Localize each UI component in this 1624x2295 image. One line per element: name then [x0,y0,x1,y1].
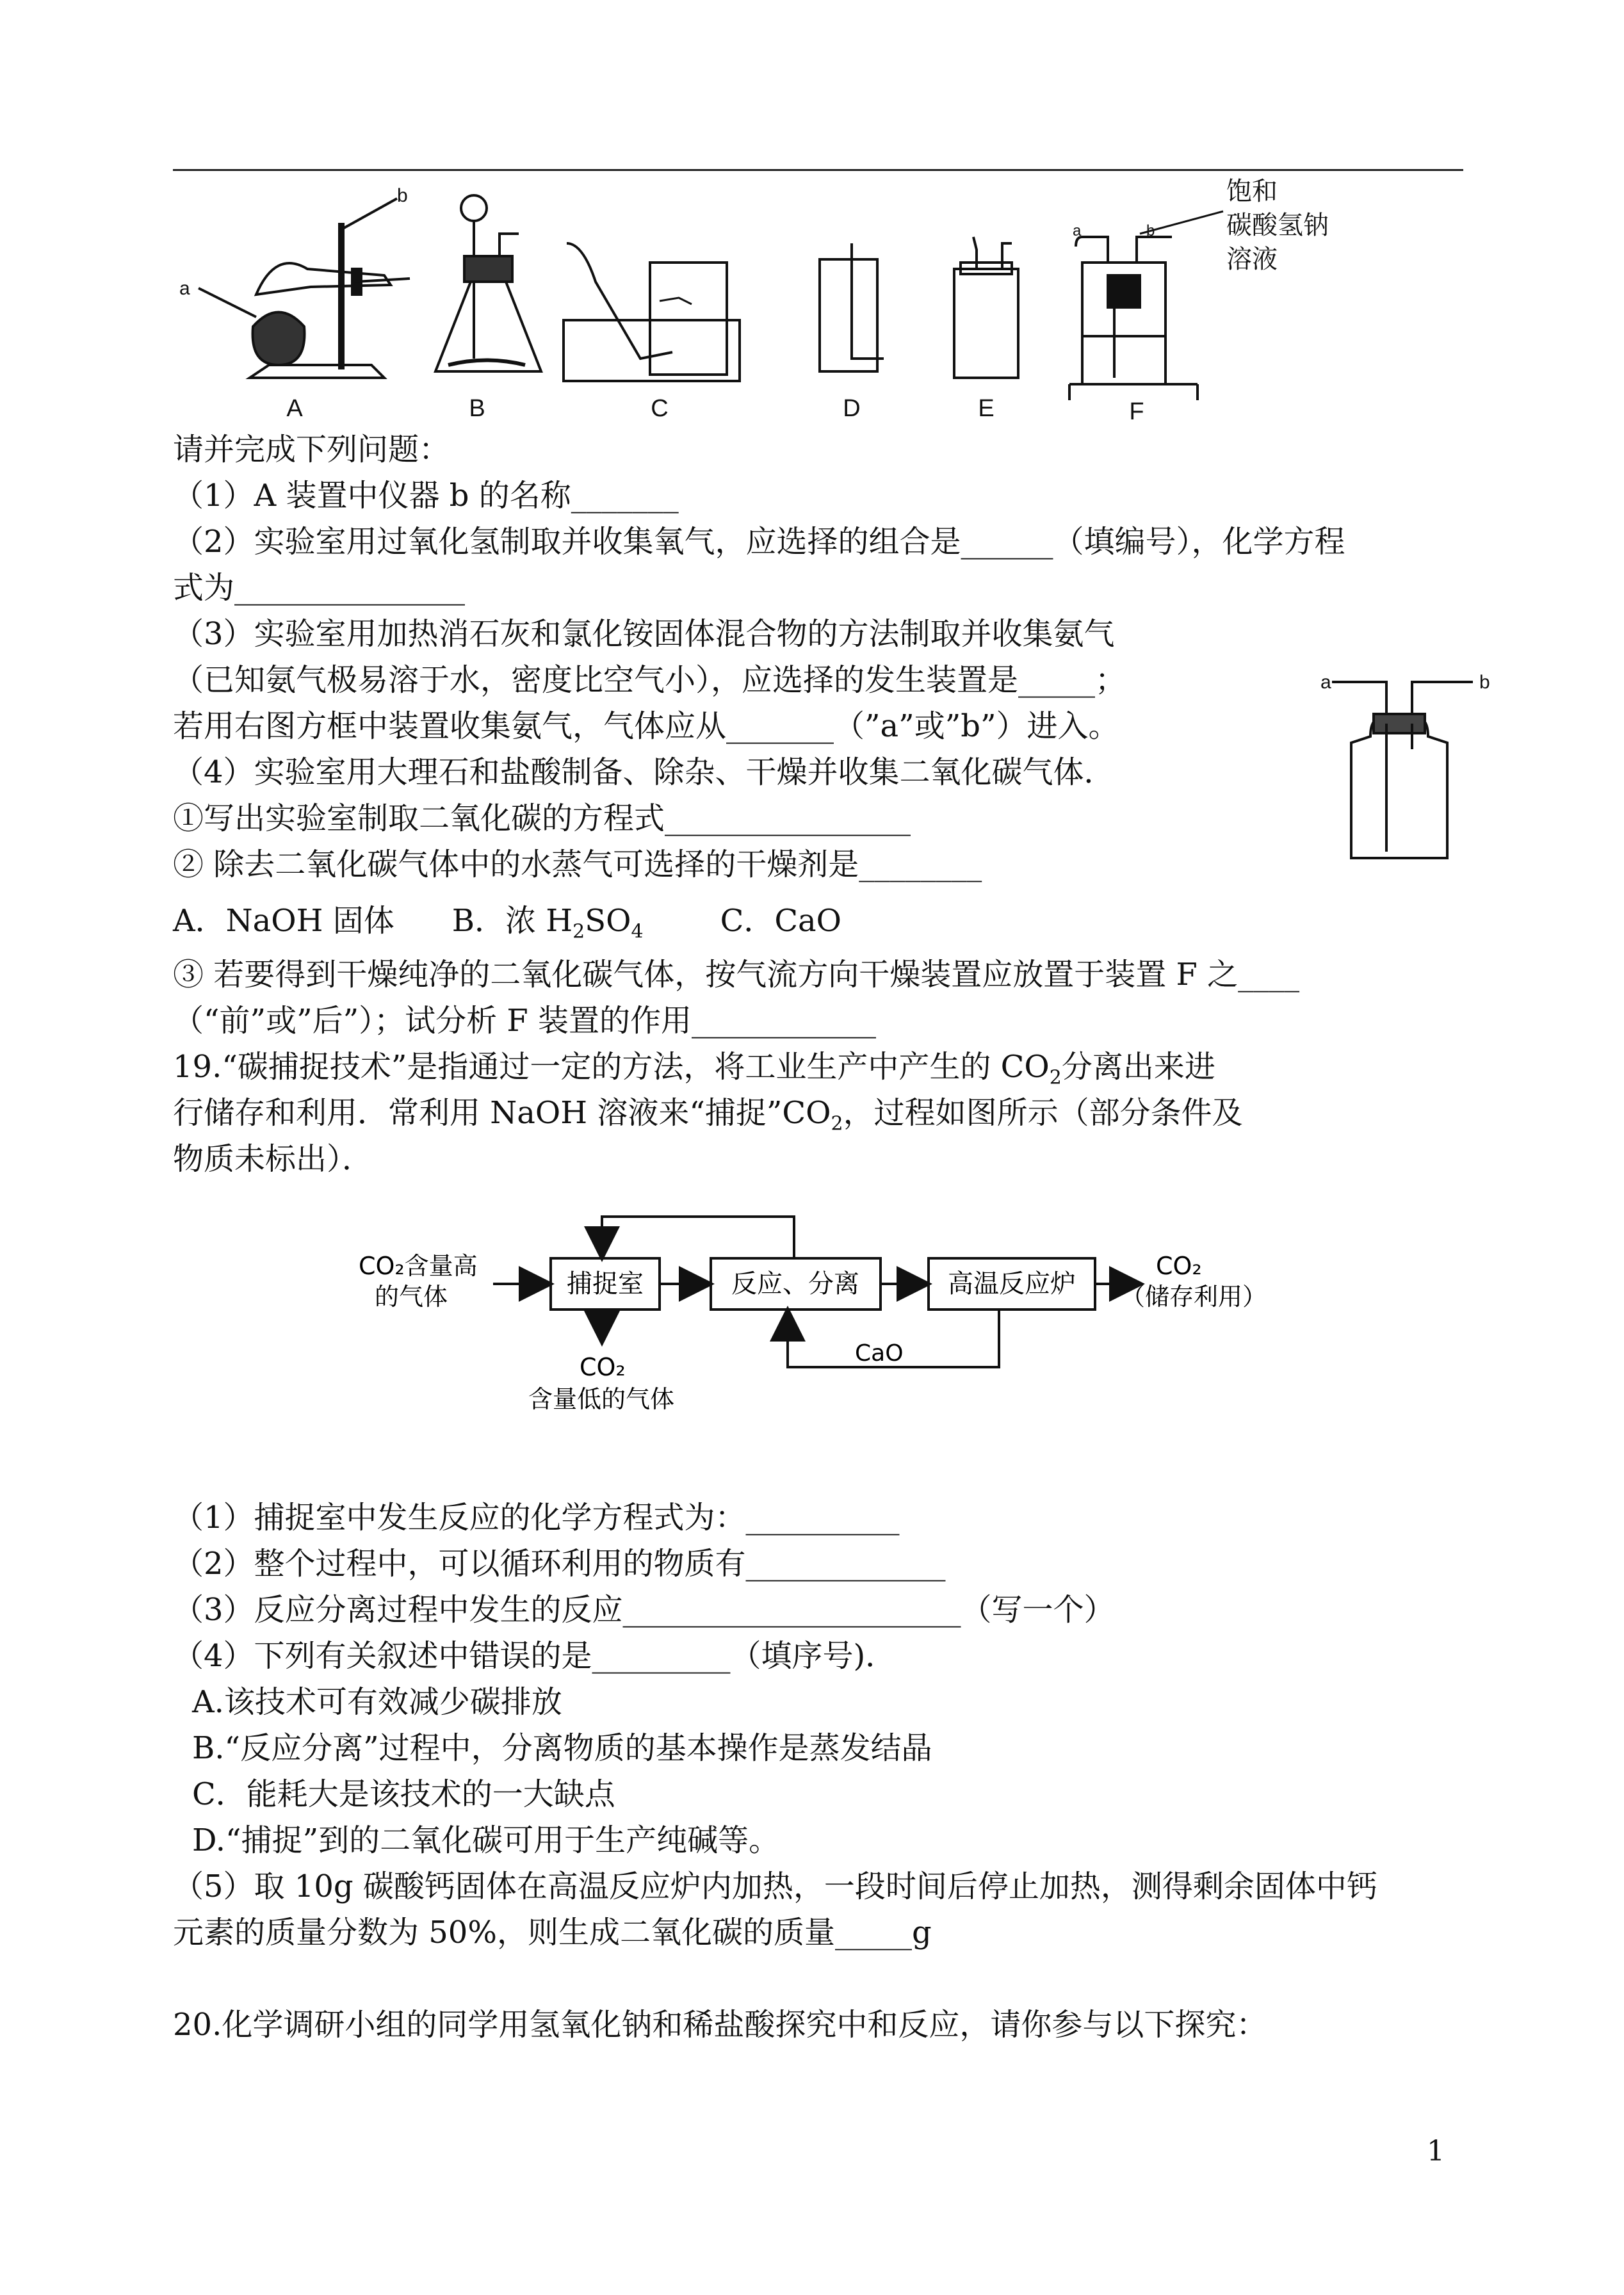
flow-input-2: 的气体 [375,1283,448,1311]
q19-line1: 19.“碳捕捉技术”是指通过一定的方法，将工业生产中产生的 $CO_2$分离出来进 [173,1049,1215,1089]
q18-part3-line3: 若用右图方框中装置收集氨气，气体应从_______（”a”或”b”）进入。 [173,708,1119,744]
flow-down-1: CO₂ [580,1353,626,1381]
flow-box2-label: 反应、分离 [731,1269,859,1299]
header-rule [173,169,1463,171]
apparatus-d [820,243,884,371]
q18-part4-1: ①写出实验室制取二氧化碳的方程式________________ [173,800,911,836]
flow-loop-label: CaO [855,1340,904,1366]
apparatus-figure [173,173,1390,423]
flow-down-2: 含量低的气体 [528,1385,675,1413]
q18-part4-3-line1: ③ 若要得到干燥纯净的二氧化碳气体，按气流方向干燥装置应放置于装置 F 之____ [173,957,1300,993]
option-c: C．CaO [720,903,842,939]
label-b: b [397,185,408,206]
option-b: B．浓 $H_2SO_4$ [451,903,644,943]
label-a: a [179,278,190,299]
q19-sub3: （3）反应分离过程中发生的反应______________________（写一个） [173,1592,1115,1628]
q19-sub2: （2）整个过程中，可以循环利用的物质有_____________ [173,1546,946,1582]
f-label-a: a [1073,222,1082,239]
q18-part4-2: ② 除去二氧化碳气体中的水蒸气可选择的干燥剂是________ [173,847,982,882]
apparatus-f [1069,237,1198,400]
q19-sub4-option-d: D.“捕捉”到的二氧化碳可用于生产纯碱等。 [192,1822,780,1858]
q19-sub4-option-a: A.该技术可有效减少碳排放 [192,1684,562,1720]
collection-bottle-figure [1319,666,1505,871]
apparatus-b [435,195,541,371]
option-a: A．NaOH 固体 [173,903,394,939]
flow-box3-label: 高温反应炉 [948,1269,1076,1299]
q19-sub1: （1）捕捉室中发生反应的化学方程式为：__________ [173,1500,900,1536]
q19-sub4: （4）下列有关叙述中错误的是_________（填序号)． [173,1638,897,1674]
q18-part3-line2: （已知氨气极易溶于水，密度比空气小），应选择的发生装置是_____； [173,662,1126,698]
side-label-b: b [1479,672,1490,693]
label-B: B [469,395,485,422]
q19-line3: 物质未标出）． [173,1141,373,1177]
q19-sub5-line2: 元素的质量分数为 50%，则生成二氧化碳的质量_____g [173,1915,932,1950]
f-note-1: 饱和 [1226,177,1278,206]
label-D: D [843,395,861,422]
side-label-a: a [1320,672,1331,693]
q20-line1: 20.化学调研小组的同学用氢氧化钠和稀盐酸探究中和反应，请你参与以下探究： [173,2007,1267,2043]
apparatus-c [564,243,740,381]
page-number: 1 [1427,2135,1445,2168]
q19-sub4-option-c: C．能耗大是该技术的一大缺点 [192,1776,615,1812]
flow-box1-label: 捕捉室 [567,1269,644,1299]
q19-sub4-option-b: B.“反应分离”过程中，分离物质的基本操作是蒸发结晶 [192,1730,932,1766]
q18-part2-line1: （2）实验室用过氧化氢制取并收集氧气，应选择的组合是______（填编号），化学方程 [173,524,1345,560]
q18-part4: （4）实验室用大理石和盐酸制备、除杂、干燥并收集二氧化碳气体． [173,754,1115,790]
flow-out-1: CO₂ [1156,1252,1202,1280]
q19-line2: 行储存和利用．常利用 NaOH 溶液来“捕捉$”CO_2$，过程如图所示（部分条件及 [173,1095,1243,1135]
q19-sub5-line1: （5）取 10g 碳酸钙固体在高温反应炉内加热，一段时间后停止加热，测得剩余固体中钙 [173,1869,1377,1904]
f-note-3: 溶液 [1226,245,1278,273]
q18-intro: 请并完成下列问题： [173,432,450,467]
label-F: F [1129,398,1144,423]
q18-part2-line2: 式为_______________ [173,570,466,606]
f-note-2: 碳酸氢钠 [1226,211,1329,239]
q18-part1: （1）A 装置中仪器 b 的名称_______ [173,478,679,514]
q18-part4-3-line2: （“前”或”后”）；试分析 F 装置的作用____________ [173,1003,876,1039]
label-C: C [651,395,669,422]
flow-out-2: （储存利用） [1121,1283,1267,1311]
label-A: A [286,395,303,422]
carbon-capture-flow-diagram [346,1204,1306,1447]
apparatus-a [199,199,410,378]
q18-options [173,902,841,952]
flow-input-1: CO₂含量高 [359,1252,478,1280]
q18-part3-line1: （3）实验室用加热消石灰和氯化铵固体混合物的方法制取并收集氨气 [173,616,1115,652]
label-E: E [978,395,995,422]
apparatus-e [954,237,1018,378]
